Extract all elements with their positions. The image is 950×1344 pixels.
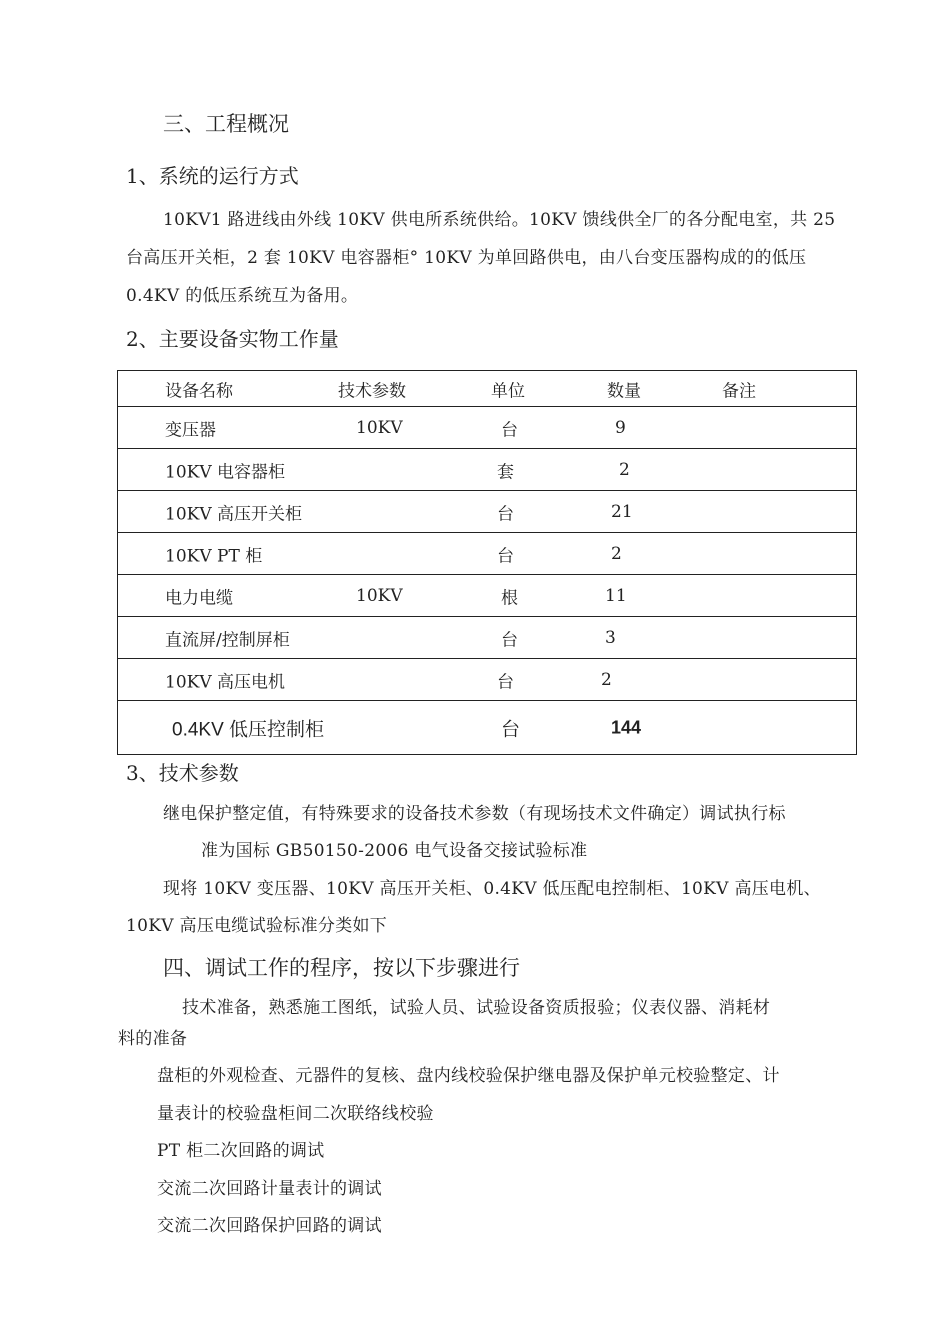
paragraph-line: 准为国标 GB50150-2006 电气设备交接试验标准 — [201, 841, 588, 861]
cell-quantity: 144 — [611, 717, 642, 737]
procedure-step-line: 技术准备，熟悉施工图纸，试验人员、试验设备资质报验；仪表仪器、消耗材 — [182, 998, 771, 1018]
procedure-step-line: PT 柜二次回路的调试 — [157, 1141, 325, 1161]
section-heading-overview: 三、工程概况 — [163, 112, 289, 136]
paragraph-line: 10KV 高压电缆试验标准分类如下 — [126, 916, 388, 936]
table-header-row — [118, 371, 857, 407]
header-unit: 单位 — [491, 381, 525, 401]
subsection-title-operation-mode: 1、系统的运行方式 — [126, 164, 299, 188]
cell-quantity: 2 — [619, 459, 630, 480]
table-row — [118, 575, 857, 617]
header-quantity: 数量 — [607, 381, 641, 401]
cell-spec: 10KV — [356, 585, 403, 606]
cell-quantity: 2 — [611, 543, 622, 564]
header-spec: 技术参数 — [338, 381, 406, 401]
cell-quantity: 3 — [605, 627, 616, 648]
procedure-step-line: 料的准备 — [118, 1029, 188, 1049]
paragraph-line: 0.4KV 的低压系统互为备用。 — [126, 286, 359, 306]
table-row — [118, 533, 857, 575]
subsection-title-tech-params: 3、技术参数 — [126, 761, 239, 785]
cell-unit: 台 — [501, 420, 518, 440]
cell-unit: 台 — [497, 546, 514, 566]
table-row — [118, 701, 857, 755]
cell-quantity: 21 — [611, 501, 633, 522]
paragraph-line: 继电保护整定值，有特殊要求的设备技术参数（有现场技术文件确定）调试执行标 — [163, 804, 786, 824]
paragraph-line: 现将 10KV 变压器、10KV 高压开关柜、0.4KV 低压配电控制柜、10KV 高压电机、 — [163, 879, 821, 899]
cell-unit: 台 — [497, 672, 514, 692]
cell-name: 直流屏/控制屏柜 — [165, 630, 290, 650]
table-row — [118, 491, 857, 533]
paragraph-line: 台高压开关柜，2 套 10KV 电容器柜° 10KV 为单回路供电，由八台变压器构成的的低压 — [126, 248, 807, 268]
cell-unit: 根 — [501, 588, 518, 608]
subsection-title-equipment: 2、主要设备实物工作量 — [126, 327, 339, 351]
cell-spec: 10KV — [356, 417, 403, 438]
header-name: 设备名称 — [165, 381, 233, 401]
cell-quantity: 11 — [605, 585, 627, 606]
cell-name: 10KV 电容器柜 — [165, 462, 286, 482]
paragraph-line: 10KV1 路进线由外线 10KV 供电所系统供给。10KV 馈线供全厂的各分配电室，共 25 — [163, 210, 836, 230]
cell-name: 0.4KV 低压控制柜 — [172, 719, 325, 740]
cell-quantity: 9 — [615, 417, 626, 438]
equipment-table — [117, 370, 857, 755]
procedure-step-line: 盘柜的外观检查、元器件的复核、盘内线校验保护继电器及保护单元校验整定、计 — [157, 1066, 780, 1086]
cell-name: 电力电缆 — [165, 588, 233, 608]
procedure-step-line: 量表计的校验盘柜间二次联络线校验 — [157, 1104, 434, 1124]
table-row — [118, 659, 857, 701]
cell-unit: 台 — [501, 630, 518, 650]
table-row — [118, 449, 857, 491]
cell-unit: 台 — [497, 504, 514, 524]
procedure-step-line: 交流二次回路保护回路的调试 — [157, 1216, 382, 1236]
cell-name: 变压器 — [165, 420, 216, 440]
table-row — [118, 617, 857, 659]
cell-unit: 套 — [497, 462, 514, 482]
procedure-step-line: 交流二次回路计量表计的调试 — [157, 1179, 382, 1199]
table-row — [118, 407, 857, 449]
cell-quantity: 2 — [601, 669, 612, 690]
cell-name: 10KV 高压开关柜 — [165, 504, 303, 524]
section-heading-procedure: 四、调试工作的程序，按以下步骤进行 — [163, 956, 520, 980]
header-remark: 备注 — [722, 381, 756, 401]
cell-name: 10KV 高压电机 — [165, 672, 286, 692]
cell-unit: 台 — [501, 718, 521, 740]
cell-name: 10KV PT 柜 — [165, 546, 263, 566]
